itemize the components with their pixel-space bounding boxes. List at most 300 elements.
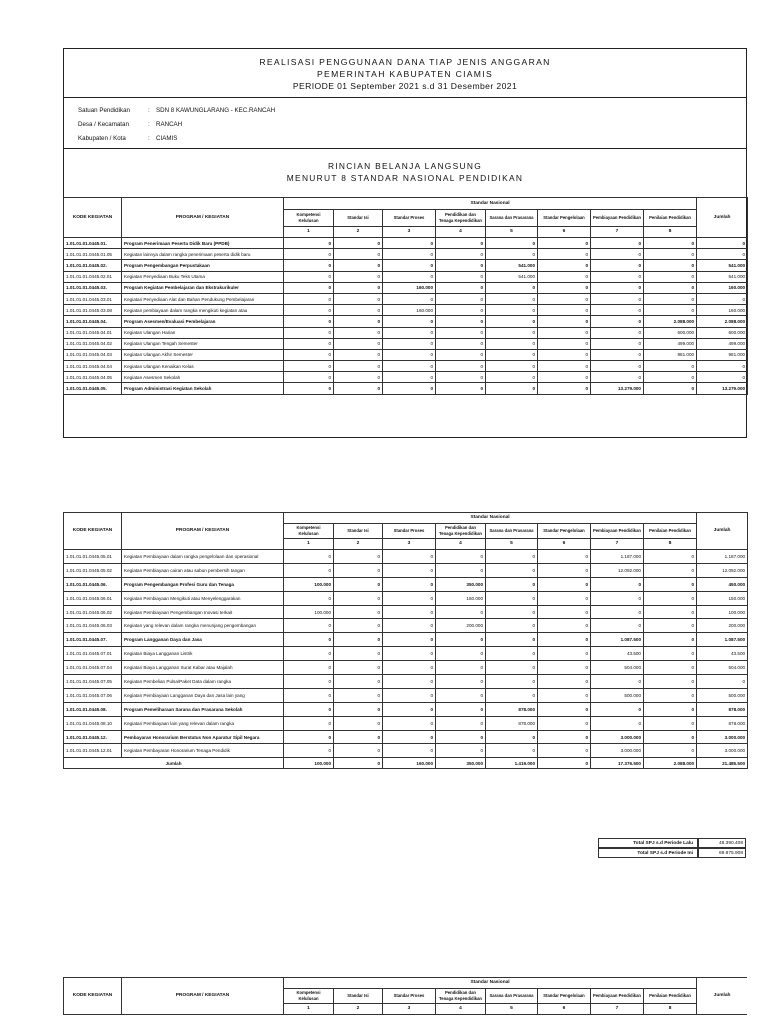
- amount-total: 499.000: [697, 338, 748, 349]
- activity-name: Program Asesmen/Evaluasi Pembelajaran: [122, 316, 284, 327]
- amount-standard-7: 0: [591, 282, 644, 293]
- amount-standard-2: 0: [334, 730, 383, 744]
- activity-name: Program Langganan Daya dan Jasa: [122, 633, 284, 647]
- amount-standard-1: 0: [284, 730, 334, 744]
- amount-total: 500.000: [697, 688, 748, 702]
- amount-standard-4: 350.000: [436, 577, 486, 591]
- col-number-7: 7: [591, 1004, 644, 1015]
- amount-standard-1: 0: [284, 316, 334, 327]
- amount-standard-2: 0: [334, 688, 383, 702]
- activity-code: 1.01.01.01.0445.05.: [64, 383, 122, 394]
- amount-standard-8: 2.088.000: [644, 316, 697, 327]
- amount-standard-8: 0: [644, 716, 697, 730]
- amount-standard-1: 0: [284, 293, 334, 304]
- amount-standard-3: 0: [383, 361, 436, 372]
- amount-standard-4: 150.000: [436, 591, 486, 605]
- amount-standard-2: 0: [334, 550, 383, 564]
- amount-standard-7: 1.187.000: [591, 550, 644, 564]
- col-number-8: 8: [644, 227, 697, 238]
- col-standar-3: Standar Proses: [383, 524, 436, 539]
- amount-standard-1: 0: [284, 563, 334, 577]
- amount-total: 0: [697, 361, 748, 372]
- amount-standard-2: 0: [334, 305, 383, 316]
- amount-standard-1: 0: [284, 260, 334, 271]
- col-standar-nasional: Standar Nasional: [284, 978, 697, 989]
- amount-standard-3: 0: [383, 619, 436, 633]
- col-kode: KODE KEGIATAN: [64, 978, 122, 1015]
- amount-standard-8: 0: [644, 577, 697, 591]
- amount-standard-8: 0: [644, 238, 697, 249]
- subtitle-block: [64, 160, 746, 184]
- col-standar-7: Pembiayaan Pendidikan: [591, 524, 644, 539]
- amount-standard-3: 0: [383, 349, 436, 360]
- table-row: [64, 619, 748, 633]
- budget-table-3: [63, 977, 747, 1015]
- amount-standard-3: 0: [383, 293, 436, 304]
- table-row: [64, 293, 748, 304]
- activity-name: Kegiatan Pembiayaan Langganan Daya dan Jasa lain yang: [122, 688, 284, 702]
- amount-standard-1: 0: [284, 383, 334, 394]
- amount-standard-8: 0: [644, 661, 697, 675]
- activity-name: Kegiatan Ulangan Akhir Semester: [122, 349, 284, 360]
- amount-standard-2: 0: [334, 605, 383, 619]
- amount-total: 0: [697, 372, 748, 383]
- activity-name: Kegiatan lainnya dalam rangka penerimaan peserta didik baru: [122, 249, 284, 260]
- activity-name: Kegiatan Pembiayaan lain yang relevan dalam rangka: [122, 716, 284, 730]
- amount-standard-7: 12.092.000: [591, 563, 644, 577]
- amount-standard-6: 0: [538, 372, 591, 383]
- col-number-8: 8: [644, 1004, 697, 1015]
- amount-standard-2: 0: [334, 383, 383, 394]
- amount-standard-8: 0: [644, 372, 697, 383]
- table-row: [64, 744, 748, 758]
- activity-code: 1.01.01.01.0445.08.10: [64, 716, 122, 730]
- amount-standard-2: 0: [334, 361, 383, 372]
- amount-standard-7: 1.087.500: [591, 633, 644, 647]
- amount-total: 0: [697, 675, 748, 689]
- amount-standard-3: 0: [383, 338, 436, 349]
- total-standard-8: 2.088.000: [644, 758, 697, 769]
- amount-standard-3: 0: [383, 605, 436, 619]
- amount-standard-5: 0: [486, 327, 538, 338]
- amount-standard-4: 0: [436, 293, 486, 304]
- table-row: [64, 563, 748, 577]
- col-standar-1: Kompetensi Kelulusan: [284, 989, 334, 1004]
- school-name: SDN 8 KAWUNGLARANG - KEC.RANCAH: [156, 107, 276, 114]
- col-number-1: 1: [284, 1004, 334, 1015]
- amount-standard-5: 0: [486, 282, 538, 293]
- amount-standard-3: 0: [383, 716, 436, 730]
- activity-name: Kegiatan Pembelian Pulsa/Paket Data dalam rangka: [122, 675, 284, 689]
- amount-standard-8: 981.000: [644, 349, 697, 360]
- amount-standard-3: 0: [383, 383, 436, 394]
- col-standar-4: Pendidikan dan Tenaga Kependidikan: [436, 524, 486, 539]
- col-standar-3: Standar Proses: [383, 989, 436, 1004]
- col-program: PROGRAM / KEGIATAN: [122, 978, 284, 1015]
- report-section-3: [63, 977, 747, 1024]
- amount-standard-7: 0: [591, 675, 644, 689]
- activity-code: 1.01.01.01.0445.07.04: [64, 661, 122, 675]
- amount-standard-3: 0: [383, 730, 436, 744]
- amount-standard-2: 0: [334, 372, 383, 383]
- activity-code: 1.01.01.01.0445.04.03: [64, 349, 122, 360]
- activity-name: Program Pemeliharaan Sarana dan Prasarana Sekolah: [122, 702, 284, 716]
- activity-name: Kegiatan Ulangan Kenaikan Kelas: [122, 361, 284, 372]
- amount-standard-2: 0: [334, 716, 383, 730]
- col-number-1: 1: [284, 227, 334, 238]
- amount-standard-5: 0: [486, 305, 538, 316]
- total-standard-3: 160.000: [383, 758, 436, 769]
- amount-standard-4: 0: [436, 716, 486, 730]
- amount-standard-3: 0: [383, 316, 436, 327]
- amount-standard-1: 0: [284, 619, 334, 633]
- amount-standard-3: 0: [383, 633, 436, 647]
- table-row: [64, 550, 748, 564]
- spj-total-previous: Total SPJ s.d Periode Lalu 48.390.408: [598, 838, 748, 848]
- activity-name: Kegiatan pembiayaan dalam rangka mengikuti kegiatan atau: [122, 305, 284, 316]
- amount-standard-6: 0: [538, 550, 591, 564]
- report-government: PEMERINTAH KABUPATEN CIAMIS: [317, 69, 493, 79]
- amount-standard-4: 0: [436, 383, 486, 394]
- activity-code: 1.01.01.01.0445.12.01: [64, 744, 122, 758]
- col-number-2: 2: [334, 1004, 383, 1015]
- col-standar-3: Standar Proses: [383, 210, 436, 227]
- col-standar-2: Standar Isi: [334, 210, 383, 227]
- amount-standard-8: 0: [644, 271, 697, 282]
- activity-code: 1.01.01.01.0445.04.: [64, 316, 122, 327]
- amount-standard-8: 0: [644, 550, 697, 564]
- amount-standard-4: 0: [436, 282, 486, 293]
- table-row: [64, 282, 748, 293]
- amount-standard-3: 0: [383, 661, 436, 675]
- activity-code: 1.01.01.01.0445.07.06: [64, 688, 122, 702]
- col-number-5: 5: [486, 1004, 538, 1015]
- amount-standard-1: 0: [284, 361, 334, 372]
- amount-standard-3: 0: [383, 744, 436, 758]
- amount-standard-1: 0: [284, 372, 334, 383]
- amount-standard-7: 0: [591, 338, 644, 349]
- activity-name: Kegiatan Pembiayaan dalam rangka pengelolaan dan operasional: [122, 550, 284, 564]
- report-section-2: [63, 512, 747, 860]
- amount-standard-4: 0: [436, 327, 486, 338]
- amount-standard-2: 0: [334, 619, 383, 633]
- amount-standard-8: 0: [644, 675, 697, 689]
- amount-standard-1: 0: [284, 249, 334, 260]
- col-number-2: 2: [334, 227, 383, 238]
- amount-standard-8: 0: [644, 260, 697, 271]
- amount-standard-8: 600.000: [644, 327, 697, 338]
- amount-standard-3: 0: [383, 372, 436, 383]
- col-standar-7: Pembiayaan Pendidikan: [591, 210, 644, 227]
- total-standard-2: 0: [334, 758, 383, 769]
- report-period: PERIODE 01 September 2021 s.d 31 Desember 2021: [292, 81, 518, 91]
- amount-total: 1.187.000: [697, 550, 748, 564]
- activity-code: 1.01.01.01.0445.04.02: [64, 338, 122, 349]
- amount-standard-7: 43.500: [591, 647, 644, 661]
- activity-code: 1.01.01.01.0445.04.01: [64, 327, 122, 338]
- total-standard-4: 350.000: [436, 758, 486, 769]
- activity-name: Kegiatan Ulangan Harian: [122, 327, 284, 338]
- col-standar-6: Standar Pengelolaan: [538, 989, 591, 1004]
- table-row: [64, 238, 748, 249]
- amount-standard-7: 0: [591, 605, 644, 619]
- amount-standard-2: 0: [334, 327, 383, 338]
- col-number-7: 7: [591, 227, 644, 238]
- amount-standard-2: 0: [334, 316, 383, 327]
- amount-standard-8: 0: [644, 305, 697, 316]
- amount-standard-5: 0: [486, 730, 538, 744]
- amount-standard-1: 100.000: [284, 577, 334, 591]
- amount-standard-7: 3.000.000: [591, 730, 644, 744]
- activity-code: 1.01.01.01.0445.02.01: [64, 271, 122, 282]
- total-standard-7: 17.376.500: [591, 758, 644, 769]
- amount-standard-6: 0: [538, 702, 591, 716]
- col-number-8: 8: [644, 539, 697, 550]
- report-title: REALISASI PENGGUNAAN DANA TIAP JENIS ANGGARAN: [259, 57, 551, 67]
- amount-standard-2: 0: [334, 591, 383, 605]
- amount-standard-5: 0: [486, 688, 538, 702]
- amount-standard-8: 0: [644, 702, 697, 716]
- amount-standard-7: 0: [591, 349, 644, 360]
- amount-standard-6: 0: [538, 591, 591, 605]
- amount-standard-5: 0: [486, 249, 538, 260]
- amount-standard-6: 0: [538, 327, 591, 338]
- amount-standard-2: 0: [334, 675, 383, 689]
- activity-code: 1.01.01.01.0445.05.01: [64, 550, 122, 564]
- table-row: [64, 327, 748, 338]
- amount-standard-4: 0: [436, 361, 486, 372]
- amount-standard-4: 0: [436, 675, 486, 689]
- activity-code: 1.01.01.01.0445.06.: [64, 577, 122, 591]
- amount-standard-6: 0: [538, 688, 591, 702]
- amount-standard-5: 878.000: [486, 702, 538, 716]
- col-number-3: 3: [383, 227, 436, 238]
- amount-standard-7: 0: [591, 577, 644, 591]
- activity-code: 1.01.01.01.0445.04.05: [64, 372, 122, 383]
- amount-standard-7: 0: [591, 316, 644, 327]
- amount-standard-3: 0: [383, 271, 436, 282]
- amount-standard-1: 0: [284, 305, 334, 316]
- amount-standard-7: 0: [591, 293, 644, 304]
- amount-standard-2: 0: [334, 647, 383, 661]
- amount-standard-6: 0: [538, 563, 591, 577]
- amount-standard-8: 0: [644, 563, 697, 577]
- table-row: [64, 605, 748, 619]
- activity-name: Program Kegiatan Pembelajaran dan Ekstrakurikuler: [122, 282, 284, 293]
- col-number-5: 5: [486, 539, 538, 550]
- activity-code: 1.01.01.01.0445.06.02: [64, 605, 122, 619]
- amount-standard-8: 0: [644, 293, 697, 304]
- amount-standard-8: 0: [644, 383, 697, 394]
- amount-standard-6: 0: [538, 730, 591, 744]
- amount-standard-8: 0: [644, 633, 697, 647]
- table-row: [64, 702, 748, 716]
- report-section-1: REALISASI PENGGUNAAN DANA TIAP JENIS ANGGARAN PEMERINTAH KABUPATEN CIAMIS PERIODE 01 September 2021 s.d 31 Desember 2021 Satuan Pendidikan : SDN 8 KAWUNGLARANG - KEC.RANCAH Desa / Kecamatan : RANCAH Kabupaten / Kota : CIAMIS RINCIAN BELANJA LANGSUNG MENURUT 8 STANDAR NASIONAL PENDIDIKAN KODE KEGIATAN PROGRAM / KEGIATAN Standar Nasional Jumlah Kompetensi Kelulusan Standar Isi Standar Proses Pendidikan dan Tenaga Kependidikan Sarana dan Prasarana Standar Pengelolaan Pembiayaan Pendidikan Penilaian Pendidikan 1 2 3 4 5 6 7 8 1.01.01.01.0445.01. Program Penerimaan Peserta Didik Baru (PPDB) 0 0 0 0 0 0 0 0 0 1.01.01.01.0445.01.05 Kegiatan lainnya dalam rangka penerimaan peserta didik baru 0 0 0 0 0 0 0 0 0 1.01.01.01.0445.02. Program Pengembangan Perpustakaan 0 0 0 0 541.000 0 0 0 541.000 1.01.01.01.0445.02.01 Kegiatan Penyediaan Buku Teks Utama 0 0 0 0 541.000 0 0 0 541.000 1.01.01.01.0445.03. Program Kegiatan Pembelajaran dan Ekstrakurikuler 0 0 160.000 0 0 0 0 0 160.000 1.01.01.01.0445.03.01 Kegiatan Penyediaan Alat dan Bahan Pendukung Pembelajaran 0 0 0 0 0 0 0 0 0 1.01.01.01.0445.03.08 Kegiatan pembiayaan dalam rangka mengikuti kegiatan atau 0 0 160.000 0 0 0 0 0 160.000 1.01.01.01.0445.04. Program Asesmen/Evaluasi Pembelajaran 0 0 0 0 0 0 0 2.088.000 2.088.000 1.01.01.01.0445.04.01 Kegiatan Ulangan Harian 0 0 0 0 0 0 0 600.000 600.000 1.01.01.01.0445.04.02 Kegiatan Ulangan Tengah Semester 0 0 0 0 0 0 0 499.000 499.000 1.01.01.01.0445.04.03 Kegiatan Ulangan Akhir Semester 0 0 0 0 0 0 0 981.000 981.000 1.01.01.01.0445.04.04 Kegiatan Ulangan Kenaikan Kelas 0 0 0 0 0 0 0 0 0 1.01.01.01.0445.04.05 Kegiatan Asesmen Sekolah 0 0 0 0 0 0 0 0 0 1.01.01.01.0445.05. Program Administrasi Kegiatan Sekolah 0 0 0 0 0 0 13.279.000 0 13.279.000: [63, 48, 747, 438]
- amount-standard-6: 0: [538, 293, 591, 304]
- amount-standard-8: 0: [644, 249, 697, 260]
- amount-standard-4: 0: [436, 338, 486, 349]
- activity-code: 1.01.01.01.0445.08.: [64, 702, 122, 716]
- activity-code: 1.01.01.01.0445.07.: [64, 633, 122, 647]
- amount-standard-7: 0: [591, 716, 644, 730]
- grand-total: 21.485.500: [697, 758, 748, 769]
- amount-standard-1: 0: [284, 716, 334, 730]
- col-number-1: 1: [284, 539, 334, 550]
- amount-standard-3: 0: [383, 327, 436, 338]
- total-label: Jumlah: [64, 758, 284, 769]
- amount-standard-5: 878.000: [486, 716, 538, 730]
- total-standard-5: 1.419.000: [486, 758, 538, 769]
- amount-standard-6: 0: [538, 249, 591, 260]
- activity-code: 1.01.01.01.0445.12.: [64, 730, 122, 744]
- amount-total: 160.000: [697, 305, 748, 316]
- activity-name: Kegiatan yang relevan dalam rangka menunjang pengembangan: [122, 619, 284, 633]
- amount-standard-5: 0: [486, 619, 538, 633]
- amount-standard-4: 0: [436, 633, 486, 647]
- amount-standard-4: 0: [436, 260, 486, 271]
- activity-name: Kegiatan Pembayaran Honorarium Tenaga Pendidik: [122, 744, 284, 758]
- amount-standard-7: 0: [591, 591, 644, 605]
- amount-standard-2: 0: [334, 293, 383, 304]
- activity-code: 1.01.01.01.0445.03.01: [64, 293, 122, 304]
- table-row: [64, 383, 748, 394]
- table-row: [64, 730, 748, 744]
- amount-total: 1.087.500: [697, 633, 748, 647]
- amount-standard-6: 0: [538, 271, 591, 282]
- amount-total: 504.000: [697, 661, 748, 675]
- amount-standard-1: 0: [284, 550, 334, 564]
- amount-standard-7: 0: [591, 238, 644, 249]
- budget-table-2: [63, 512, 748, 769]
- table-row: [64, 305, 748, 316]
- amount-standard-7: 504.000: [591, 661, 644, 675]
- col-standar-8: Penilaian Pendidikan: [644, 524, 697, 539]
- col-number-6: 6: [538, 1004, 591, 1015]
- amount-total: 878.000: [697, 702, 748, 716]
- activity-code: 1.01.01.01.0445.01.05: [64, 249, 122, 260]
- amount-standard-4: 0: [436, 605, 486, 619]
- amount-standard-2: 0: [334, 661, 383, 675]
- amount-standard-3: 0: [383, 675, 436, 689]
- amount-standard-6: 0: [538, 647, 591, 661]
- amount-standard-3: 160.000: [383, 282, 436, 293]
- col-standar-nasional: Standar Nasional: [284, 198, 697, 210]
- amount-standard-6: 0: [538, 338, 591, 349]
- amount-standard-5: 0: [486, 605, 538, 619]
- amount-standard-2: 0: [334, 349, 383, 360]
- amount-standard-1: 0: [284, 338, 334, 349]
- amount-standard-1: 0: [284, 702, 334, 716]
- amount-total: 450.000: [697, 577, 748, 591]
- amount-standard-5: 0: [486, 238, 538, 249]
- amount-standard-3: 0: [383, 550, 436, 564]
- amount-standard-1: 0: [284, 675, 334, 689]
- amount-standard-2: 0: [334, 249, 383, 260]
- activity-code: 1.01.01.01.0445.04.04: [64, 361, 122, 372]
- activity-code: 1.01.01.01.0445.02.: [64, 260, 122, 271]
- amount-standard-2: 0: [334, 744, 383, 758]
- amount-total: 160.000: [697, 282, 748, 293]
- amount-standard-7: 0: [591, 249, 644, 260]
- amount-standard-5: 0: [486, 293, 538, 304]
- amount-standard-2: 0: [334, 338, 383, 349]
- amount-standard-4: 0: [436, 744, 486, 758]
- amount-standard-7: 0: [591, 619, 644, 633]
- amount-total: 13.279.000: [697, 383, 748, 394]
- activity-name: Program Penerimaan Peserta Didik Baru (PPDB): [122, 238, 284, 249]
- table-row: [64, 688, 748, 702]
- budget-table-1: [63, 197, 748, 395]
- amount-standard-2: 0: [334, 238, 383, 249]
- amount-standard-5: 0: [486, 661, 538, 675]
- amount-standard-4: 0: [436, 249, 486, 260]
- activity-name: Program Pengembangan Profesi Guru dan Tenaga: [122, 577, 284, 591]
- amount-standard-8: 0: [644, 730, 697, 744]
- col-standar-6: Standar Pengelolaan: [538, 524, 591, 539]
- spj-totals: [598, 838, 748, 860]
- table-row: [64, 675, 748, 689]
- col-number-6: 6: [538, 227, 591, 238]
- amount-standard-1: 0: [284, 744, 334, 758]
- total-row: [64, 758, 748, 769]
- amount-standard-4: 0: [436, 688, 486, 702]
- amount-standard-5: 0: [486, 633, 538, 647]
- amount-standard-1: 0: [284, 688, 334, 702]
- col-number-4: 4: [436, 1004, 486, 1015]
- table-row: [64, 361, 748, 372]
- amount-standard-4: 0: [436, 238, 486, 249]
- amount-standard-5: 0: [486, 338, 538, 349]
- regency: CIAMIS: [156, 135, 178, 142]
- amount-standard-1: 0: [284, 238, 334, 249]
- amount-standard-7: 13.279.000: [591, 383, 644, 394]
- col-program: PROGRAM / KEGIATAN: [122, 198, 284, 238]
- amount-standard-3: 0: [383, 702, 436, 716]
- amount-standard-1: 0: [284, 349, 334, 360]
- table-row: [64, 349, 748, 360]
- activity-name: Kegiatan Penyediaan Buku Teks Utama: [122, 271, 284, 282]
- amount-standard-4: 0: [436, 372, 486, 383]
- amount-standard-8: 0: [644, 361, 697, 372]
- amount-standard-2: 0: [334, 271, 383, 282]
- activity-name: Kegiatan Pembiayaan cairan atau sabun pembersih tangan: [122, 563, 284, 577]
- amount-total: 2.088.000: [697, 316, 748, 327]
- amount-standard-4: 0: [436, 702, 486, 716]
- amount-standard-5: 541.000: [486, 260, 538, 271]
- amount-standard-6: 0: [538, 619, 591, 633]
- activity-name: Kegiatan Penyediaan Alat dan Bahan Pendukung Pembelajaran: [122, 293, 284, 304]
- col-standar-2: Standar Isi: [334, 989, 383, 1004]
- amount-standard-6: 0: [538, 260, 591, 271]
- amount-standard-3: 0: [383, 591, 436, 605]
- amount-standard-5: 541.000: [486, 271, 538, 282]
- table-row: [64, 716, 748, 730]
- amount-total: 878.000: [697, 716, 748, 730]
- col-kode: KODE KEGIATAN: [64, 513, 122, 550]
- amount-standard-4: 0: [436, 647, 486, 661]
- amount-total: 0: [697, 249, 748, 260]
- amount-total: 981.000: [697, 349, 748, 360]
- amount-standard-5: 0: [486, 577, 538, 591]
- amount-total: 200.000: [697, 619, 748, 633]
- amount-standard-6: 0: [538, 605, 591, 619]
- table-row: [64, 577, 748, 591]
- amount-standard-3: 0: [383, 577, 436, 591]
- amount-standard-2: 0: [334, 282, 383, 293]
- amount-standard-3: 0: [383, 688, 436, 702]
- amount-standard-8: 499.000: [644, 338, 697, 349]
- amount-standard-1: 0: [284, 271, 334, 282]
